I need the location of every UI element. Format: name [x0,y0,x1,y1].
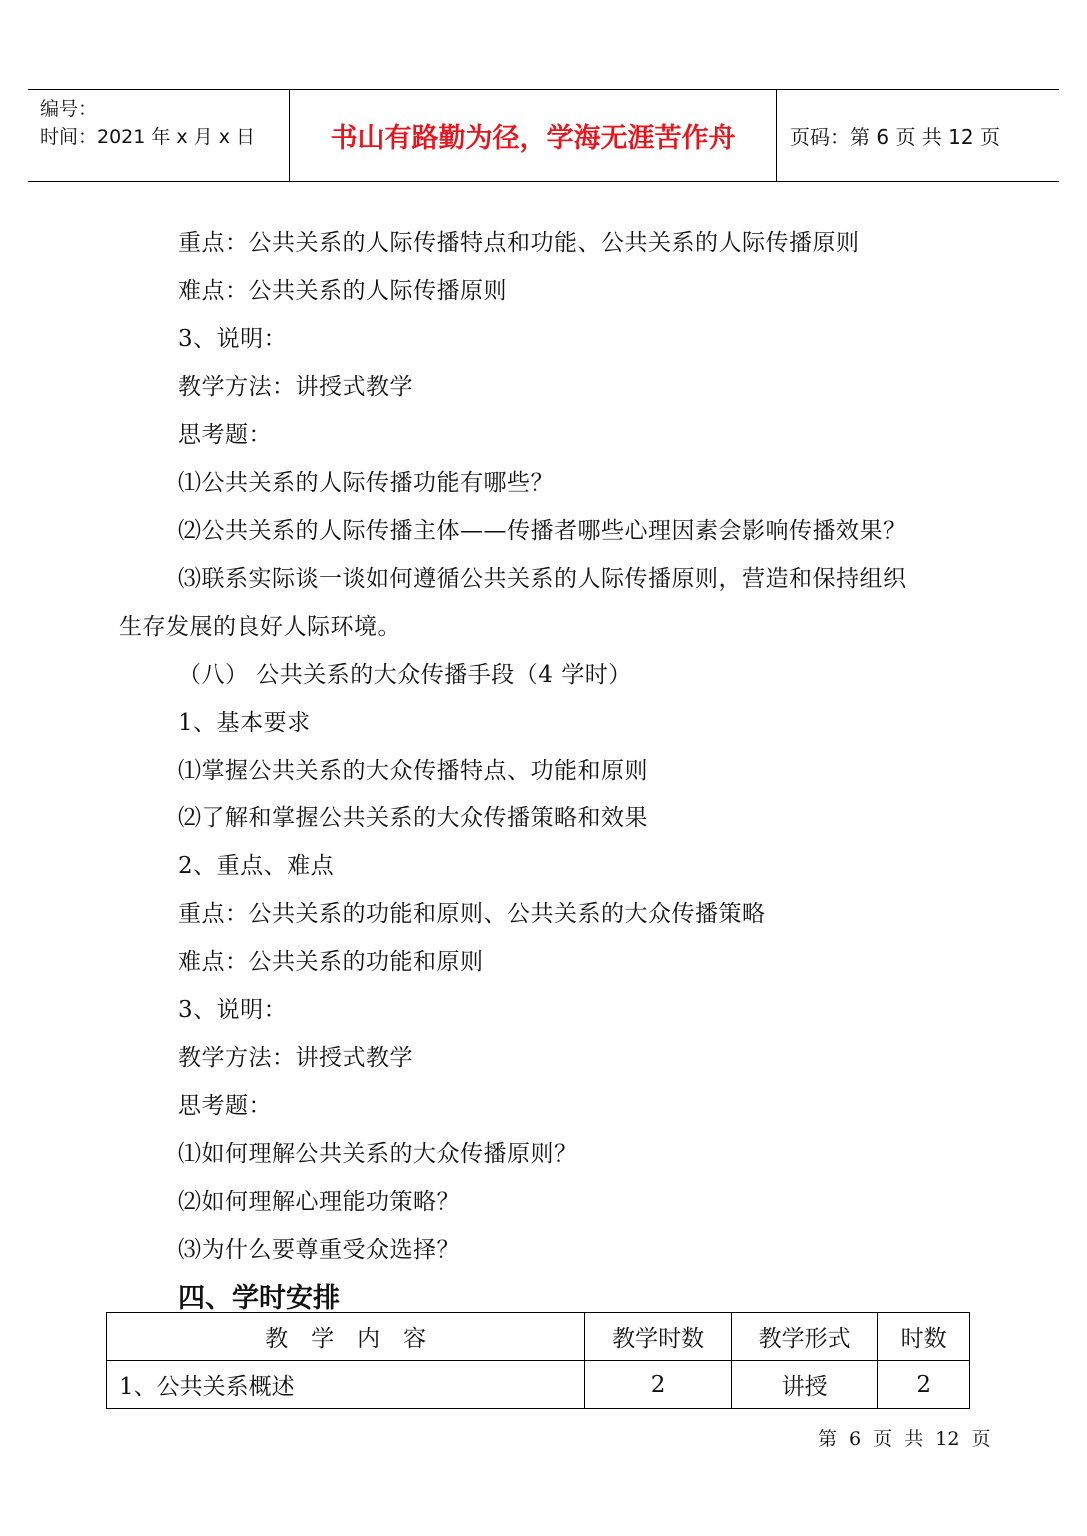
text-line: 重点：公共关系的人际传播特点和功能、公共关系的人际传播原则 [178,230,860,256]
table-header-row [107,1313,970,1361]
section-title: 四、学时安排 [178,1283,340,1314]
text-line: 难点：公共关系的人际传播原则 [178,278,507,304]
document-time-label: 时间：2021 年 x 月 x 日 [40,126,256,148]
text-line: 2、重点、难点 [178,853,335,879]
text-line: 重点：公共关系的功能和原则、公共关系的大众传播策略 [178,901,766,927]
text-line: 教学方法：讲授式教学 [178,374,413,400]
text-line: ⑶为什么要尊重受众选择？ [178,1237,460,1263]
text-line: ⑴公共关系的人际传播功能有哪些？ [178,470,554,496]
page-footer: 第 6 页 共 12 页 [818,1428,991,1450]
document-number-label: 编号： [40,98,98,120]
text-line: 思考题： [178,1093,272,1119]
header-page-info: 页码：第 6 页 共 12 页 [790,125,1000,149]
table-header-cell: 教学形式 [731,1313,878,1361]
table-header-cell: 教学时数 [585,1313,732,1361]
header-motto: 书山有路勤为径，学海无涯苦作舟 [290,90,777,181]
text-line: ⑴掌握公共关系的大众传播特点、功能和原则 [178,758,648,784]
text-line: 思考题： [178,422,272,448]
table-cell: 2 [585,1361,732,1409]
table-cell: 1、公共关系概述 [107,1361,585,1409]
text-line: 3、说明： [178,997,288,1023]
table-header-cell: 教 学 内 容 [107,1313,585,1361]
header-meta [28,90,290,181]
text-line: 生存发展的良好人际环境。 [119,614,401,640]
text-line: 难点：公共关系的功能和原则 [178,949,484,975]
table-cell: 2 [878,1361,970,1409]
table-row [107,1361,970,1409]
text-line: 1、基本要求 [178,710,311,736]
text-line: ⑵如何理解心理能功策略？ [178,1189,460,1215]
text-line: 教学方法：讲授式教学 [178,1045,413,1071]
table-header-cell: 时数 [878,1313,970,1361]
schedule-table [106,1312,970,1409]
text-line: ⑶联系实际谈一谈如何遵循公共关系的人际传播原则，营造和保持组织 [178,566,907,592]
text-line: ⑵了解和掌握公共关系的大众传播策略和效果 [178,805,648,831]
table-cell: 讲授 [731,1361,878,1409]
page-header [28,89,1059,182]
text-line: ⑵公共关系的人际传播主体——传播者哪些心理因素会影响传播效果？ [178,518,907,544]
text-line: ⑴如何理解公共关系的大众传播原则？ [178,1141,578,1167]
subsection-heading: （八） 公共关系的大众传播手段（4 学时） [178,662,632,688]
text-line: 3、说明： [178,326,288,352]
